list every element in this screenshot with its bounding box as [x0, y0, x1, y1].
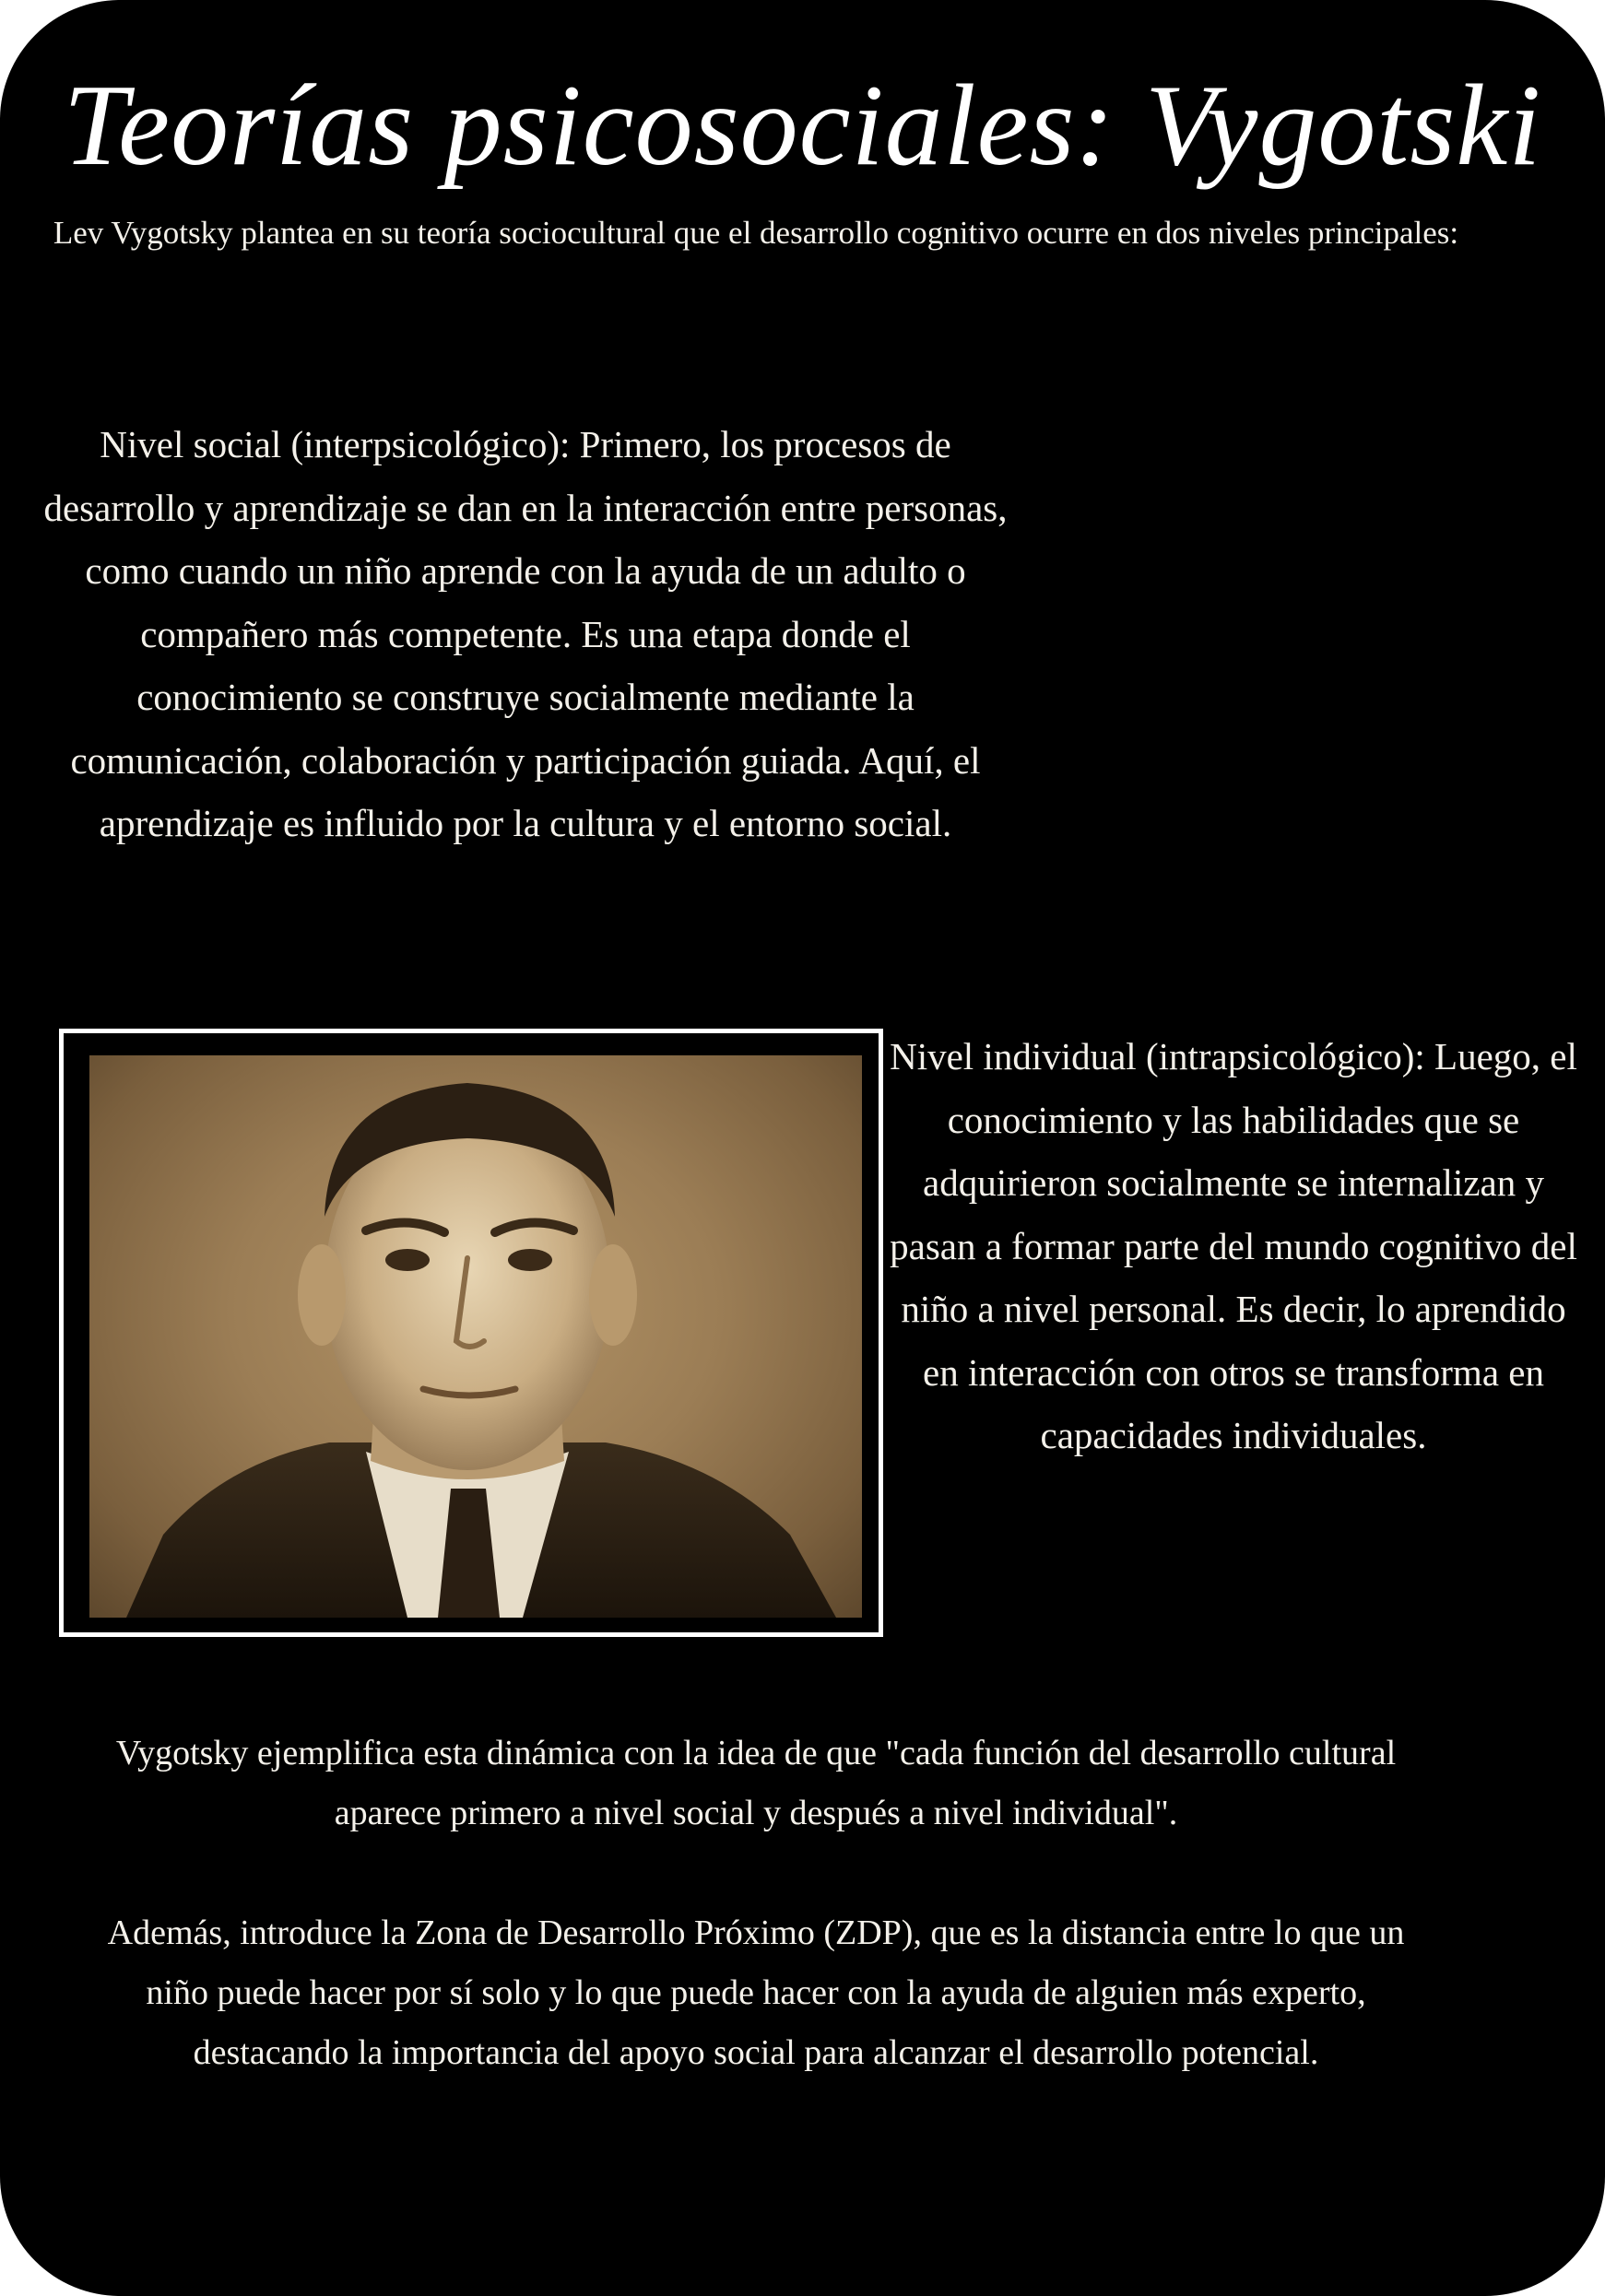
intro-paragraph: Lev Vygotsky plantea en su teoría sociocultural que el desarrollo cognitivo ocurre en dos niveles principales:	[53, 215, 1459, 251]
portrait-photo	[89, 1055, 862, 1618]
portrait-illustration	[89, 1055, 862, 1618]
quote-paragraph: Vygotsky ejemplifica esta dinámica con la idea de que "cada función del desarrollo cultural aparece primero a nivel social y después a nivel individual".	[115, 1734, 1397, 1832]
portrait-frame	[59, 1029, 883, 1637]
individual-level-paragraph: Nivel individual (intrapsicológico): Luego, el conocimiento y las habilidades que se adquirieron socialmente se internalizan y pasan a formar parte del mundo cognitivo del niño a nivel personal. Es decir, lo aprendido en interacción con otros se transforma en capacidades individuales.	[890, 1035, 1577, 1456]
zdp-paragraph: Además, introduce la Zona de Desarrollo Próximo (ZDP), que es la distancia entre lo que un niño puede hacer por sí solo y lo que puede hacer con la ayuda de alguien más experto, destacando la importancia del apoyo social para alcanzar el desarrollo potencial.	[107, 1913, 1405, 2072]
page-title: Teorías psicosociales: Vygotski	[63, 62, 1542, 190]
social-level-paragraph: Nivel social (interpsicológico): Primero, los procesos de desarrollo y aprendizaje se dan en la interacción entre personas, como cuando un niño aprende con la ayuda de un adulto o compañero más competente. Es una etapa donde el conocimiento se construye socialmente mediante la comunicación, colaboración y participación guiada. Aquí, el aprendizaje es influido por la cultura y el entorno social.	[43, 423, 1008, 844]
